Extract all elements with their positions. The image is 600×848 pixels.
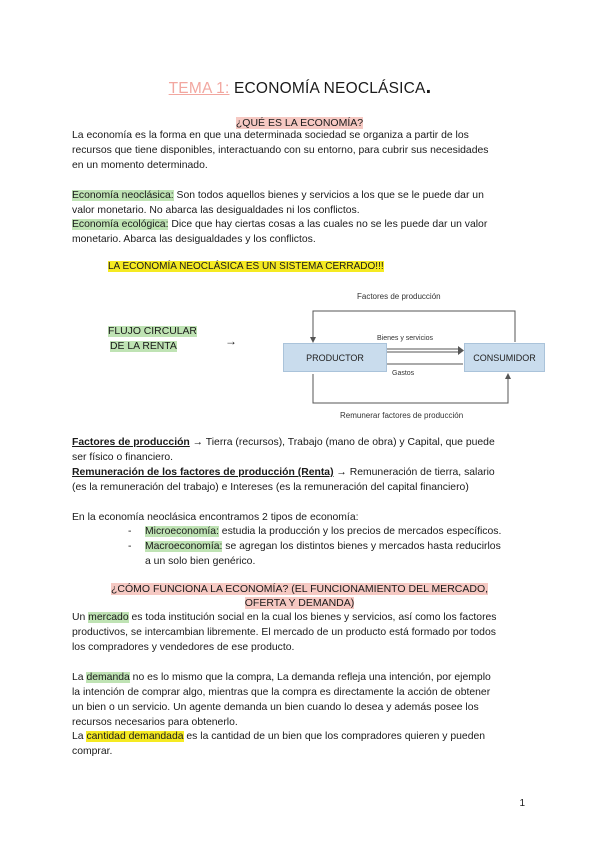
closed-system-text: LA ECONOMÍA NEOCLÁSICA ES UN SISTEMA CERRADO!!! <box>108 261 384 272</box>
bottom-loop-arrowhead <box>505 373 511 379</box>
definition-line-3: en un momento determinado. <box>72 160 208 171</box>
mercado-paragraph <box>72 610 497 625</box>
remuneracion-term: Remuneración de los factores de producción (Renta) <box>72 467 334 478</box>
bottom-loop-line <box>313 374 508 403</box>
demanda-paragraph <box>72 670 491 685</box>
consumidor-label: CONSUMIDOR <box>473 352 536 363</box>
micro-item <box>145 524 501 539</box>
remuneracion-paragraph <box>72 465 495 480</box>
neoclassic-term: Economía neoclásica: <box>72 190 174 201</box>
definition-line-2: recursos que tiene disponibles, interactuando con su entorno, para cubrir sus necesidades <box>72 145 489 156</box>
demanda-line-4: recursos necesarios para obtenerlo. <box>72 717 238 728</box>
bienes-flow-label: Bienes y servicios <box>377 335 434 342</box>
demanda-text: no es lo mismo que la compra, La demanda refleja una intención, por ejemplo <box>129 672 491 683</box>
macro-term: Macroeconomía: <box>145 541 223 552</box>
page-title <box>0 76 600 99</box>
mercado-text: es toda institución social en la cual los bienes y servicios, así como los factores <box>128 612 497 623</box>
micro-text: estudia la producción y los precios de mercados específicos. <box>218 526 502 537</box>
ecological-text: Dice que hay ciertas cosas a las cuales no se les puede dar un valor <box>168 219 488 230</box>
factores-line-2: ser físico o financiero. <box>72 452 174 463</box>
mercado-term: mercado <box>88 612 129 623</box>
factores-term: Factores de producción <box>72 437 190 448</box>
closed-system-note <box>108 261 384 272</box>
neoclassic-text: Son todos aquellos bienes y servicios a los que se le puede dar un <box>173 190 484 201</box>
demanda-term: demanda <box>86 672 130 683</box>
factores-text: → Tierra (recursos), Trabajo (mano de obra) y Capital, que puede <box>189 437 495 448</box>
heading-text: ¿QUÉ ES LA ECONOMÍA? <box>235 117 364 129</box>
ecological-line-2: monetario. Abarca las desigualdades y los conflictos. <box>72 234 316 245</box>
definition-line-1: La economía es la forma en que una determinada sociedad se organiza a partir de los <box>72 130 469 141</box>
cantidad-paragraph <box>72 729 485 744</box>
productor-label: PRODUCTOR <box>306 352 364 363</box>
cantidad-text: es la cantidad de un bien que los compradores quieren y pueden <box>183 731 486 742</box>
demanda-line-3: un bien o un servicio. Un agente demanda un bien cuando lo desea y además posee los <box>72 702 479 713</box>
mercado-pre: Un <box>72 612 89 623</box>
macro-text: se agregan los distintos bienes y mercados hasta reducirlos <box>222 541 501 552</box>
macro-item <box>145 539 501 554</box>
demanda-pre: La <box>72 672 87 683</box>
heading2-line-1: ¿CÓMO FUNCIONA LA ECONOMÍA? (EL FUNCIONAMIENTO DEL MERCADO, <box>110 583 489 595</box>
heading2-line-2: OFERTA Y DEMANDA) <box>244 597 355 609</box>
ecological-paragraph <box>72 217 487 232</box>
demanda-line-2: la intención de comprar algo, mientras que la compra es directamente la acción de obtener <box>72 687 491 698</box>
consumidor-box <box>464 343 545 372</box>
flujo-line-1: FLUJO CIRCULAR <box>108 326 197 337</box>
micro-term: Microeconomía: <box>145 526 219 537</box>
remuneracion-line-2: (es la remuneración del trabajo) e Intereses (es la remuneración del capital financiero) <box>72 482 469 493</box>
factores-paragraph <box>72 435 495 450</box>
cantidad-term: cantidad demandada <box>86 731 184 742</box>
title-dot: . <box>425 76 432 98</box>
macro-line-2: a un solo bien genérico. <box>145 556 256 567</box>
micro-bullet: - <box>128 526 132 537</box>
flujo-arrow: → <box>225 334 237 348</box>
mercado-line-3: los compradores y vendedores de ese producto. <box>72 642 295 653</box>
cantidad-line-2: comprar. <box>72 746 113 757</box>
flujo-line-2: DE LA RENTA <box>110 341 177 352</box>
ecological-term: Economía ecológica: <box>72 219 169 230</box>
bottom-flow-label: Remunerar factores de producción <box>340 411 464 420</box>
page-number: 1 <box>519 798 525 809</box>
cantidad-pre: La <box>72 731 87 742</box>
flujo-label <box>108 324 197 354</box>
tipos-intro: En la economía neoclásica encontramos 2 tipos de economía: <box>72 512 359 523</box>
mercado-line-2: productivos, se intercambian libremente. El mercado de un producto está formado por todos <box>72 627 496 638</box>
top-flow-label: Factores de producción <box>357 292 441 301</box>
neoclassic-paragraph <box>72 188 484 203</box>
title-main: ECONOMÍA NEOCLÁSICA <box>234 80 426 97</box>
neoclassic-line-2: valor monetario. No abarca las desigualdades ni los conflictos. <box>72 205 360 216</box>
macro-bullet: - <box>128 541 132 552</box>
gastos-flow-label: Gastos <box>392 370 415 377</box>
section-heading-como-funciona <box>72 582 527 610</box>
title-prefix: TEMA 1: <box>168 80 230 97</box>
productor-box <box>283 343 387 372</box>
remuneracion-text: → Remuneración de tierra, salario <box>333 467 495 478</box>
